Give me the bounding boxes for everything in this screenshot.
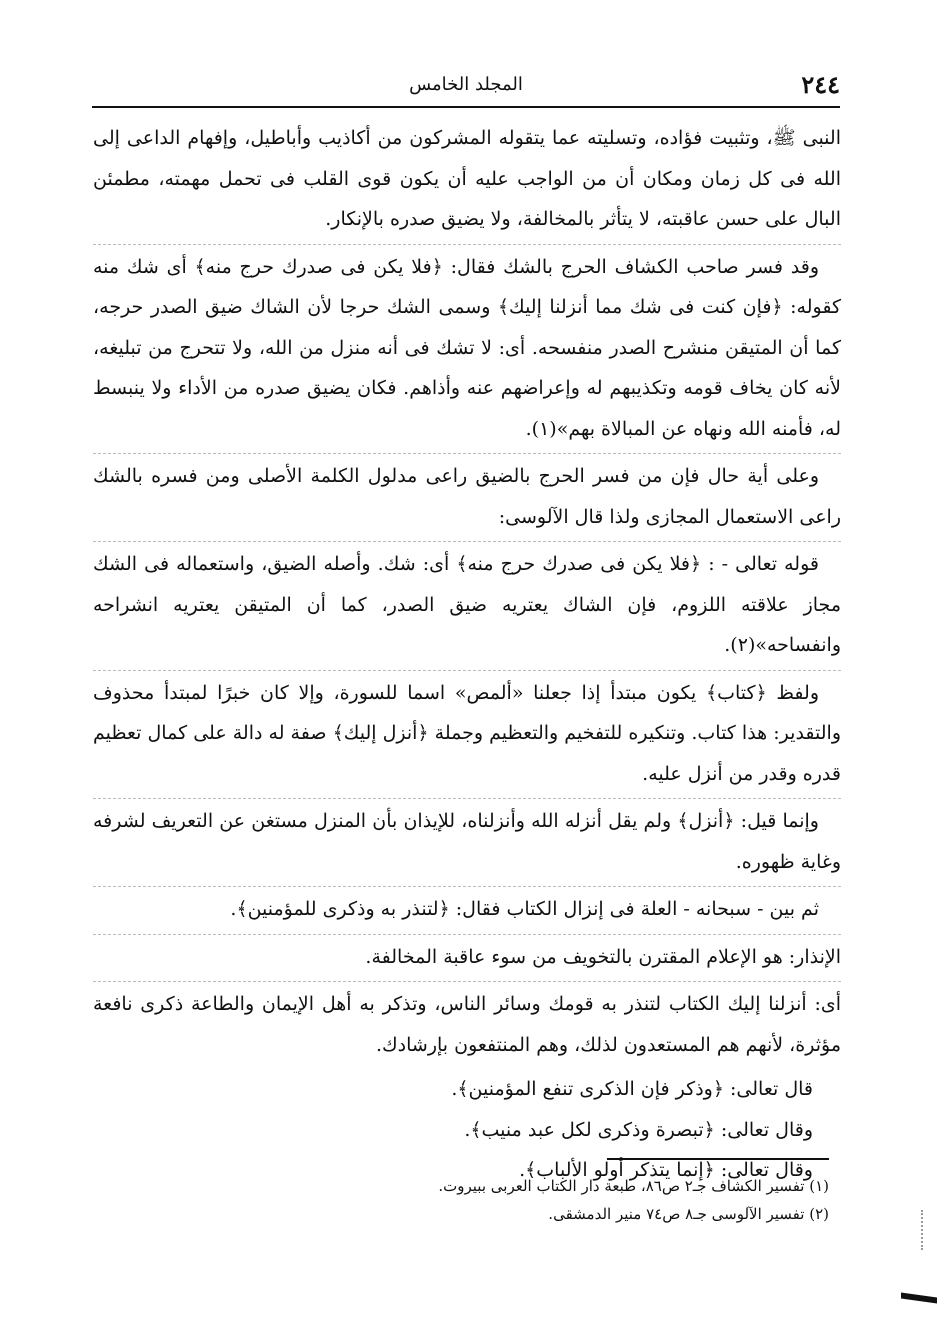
body-paragraph: وإنما قيل: ﴿أنزل﴾ ولم يقل أنزله الله وأنزلناه، للإيذان بأن المنزل مستغن عن التعريف لشرفه وغاية ظهوره. bbox=[93, 798, 841, 882]
verse-quote: وقال تعالى: ﴿إنما يتذكر أولو الألباب﴾. bbox=[519, 1159, 813, 1181]
body-paragraph: وقد فسر صاحب الكشاف الحرج بالشك فقال: ﴿فلا يكن فى صدرك حرج منه﴾ أى شك منه كقوله: ﴿فإن كنت فى شك مما أنزلنا إليك﴾ وسمى الشك حرجا لأن الشاك ضيق الصدر حرجه، كما أن المتيقن منشرح الصدر منفسحه. أى: لا تشك فى أنه منزل من الله، ولا تتحرج من تبليغه، لأنه كان يخاف قومه وتكذيبهم له وإعراضهم عنه وأذاهم. فكان يضيق صدره من الأداء ولا ينبسط له، فأمنه الله ونهاه عن المبالاة بهم»(١). bbox=[93, 244, 841, 450]
page-header bbox=[92, 62, 840, 108]
definition-paragraph: الإنذار: هو الإعلام المقترن بالتخويف من سوء عاقبة المخالفة. bbox=[93, 934, 841, 978]
margin-scan-mark bbox=[911, 1210, 923, 1250]
page-edge-shadow bbox=[901, 1292, 937, 1303]
verse-quote: وقال تعالى: ﴿تبصرة وذكرى لكل عبد منيب﴾. bbox=[464, 1118, 813, 1141]
footnote-divider bbox=[607, 1158, 829, 1160]
page-body bbox=[93, 118, 841, 1191]
header-divider bbox=[92, 106, 840, 108]
body-paragraph: ولفظ ﴿كتاب﴾ يكون مبتدأ إذا جعلنا «ألمص» اسما للسورة، وإلا كان خبرًا لمبتدأ محذوف والتقدير: هذا كتاب. وتنكيره للتفخيم والتعظيم وجملة ﴿أنزل إليك﴾ صفة له دالة على كمال تعظيم قدره وقدر من أنزل عليه. bbox=[93, 670, 841, 795]
body-paragraph: أى: أنزلنا إليك الكتاب لتنذر به قومك وسائر الناس، وتذكر به أهل الإيمان والطاعة ذكرى نافعة مؤثرة، لأنهم هم المستعدون لذلك، وهم المنتفعون بإرشادك. bbox=[93, 981, 841, 1065]
body-paragraph: وعلى أية حال فإن من فسر الحرج بالضيق راعى مدلول الكلمة الأصلى ومن فسره بالشك راعى الاستعمال المجازى ولذا قال الآلوسى: bbox=[93, 453, 841, 537]
quotation-paragraph: قوله تعالى - : ﴿فلا يكن فى صدرك حرج منه﴾ أى: شك. وأصله الضيق، واستعماله فى الشك مجاز علاقته اللزوم، فإن الشاك يعتريه ضيق الصدر، كما أن المتيقن يعتريه انشراحه وانفساحه»(٢). bbox=[93, 541, 841, 666]
footnotes bbox=[129, 1172, 829, 1228]
page-number: ٢٤٤ bbox=[801, 70, 840, 99]
body-paragraph: ثم بين - سبحانه - العلة فى إنزال الكتاب فقال: ﴿لتنذر به وذكرى للمؤمنين﴾. bbox=[93, 886, 841, 930]
verse-quote: قال تعالى: ﴿وذكر فإن الذكرى تنفع المؤمنين﴾. bbox=[451, 1078, 813, 1100]
body-paragraph: النبى ﷺ، وتثبيت فؤاده، وتسليته عما يتقوله المشركون من أكاذيب وأباطيل، وإفهام الداعى إلى الله فى كل زمان ومكان أن من الواجب عليه أن يكون قوى القلب فى تحمل مهمته، مطمئن البال على حسن عاقبته، لا يتأثر بالمخالفة، ولا يضيق صدره بالإنكار. bbox=[93, 127, 841, 230]
footnote: (٢) تفسير الآلوسى جـ٨ ص٧٤ منير الدمشقى. bbox=[548, 1205, 829, 1223]
footnote: (١) تفسير الكشاف جـ٢ ص٨٦، طبعة دار الكتاب العربى ببيروت. bbox=[438, 1177, 829, 1195]
volume-title: المجلد الخامس bbox=[409, 74, 523, 95]
